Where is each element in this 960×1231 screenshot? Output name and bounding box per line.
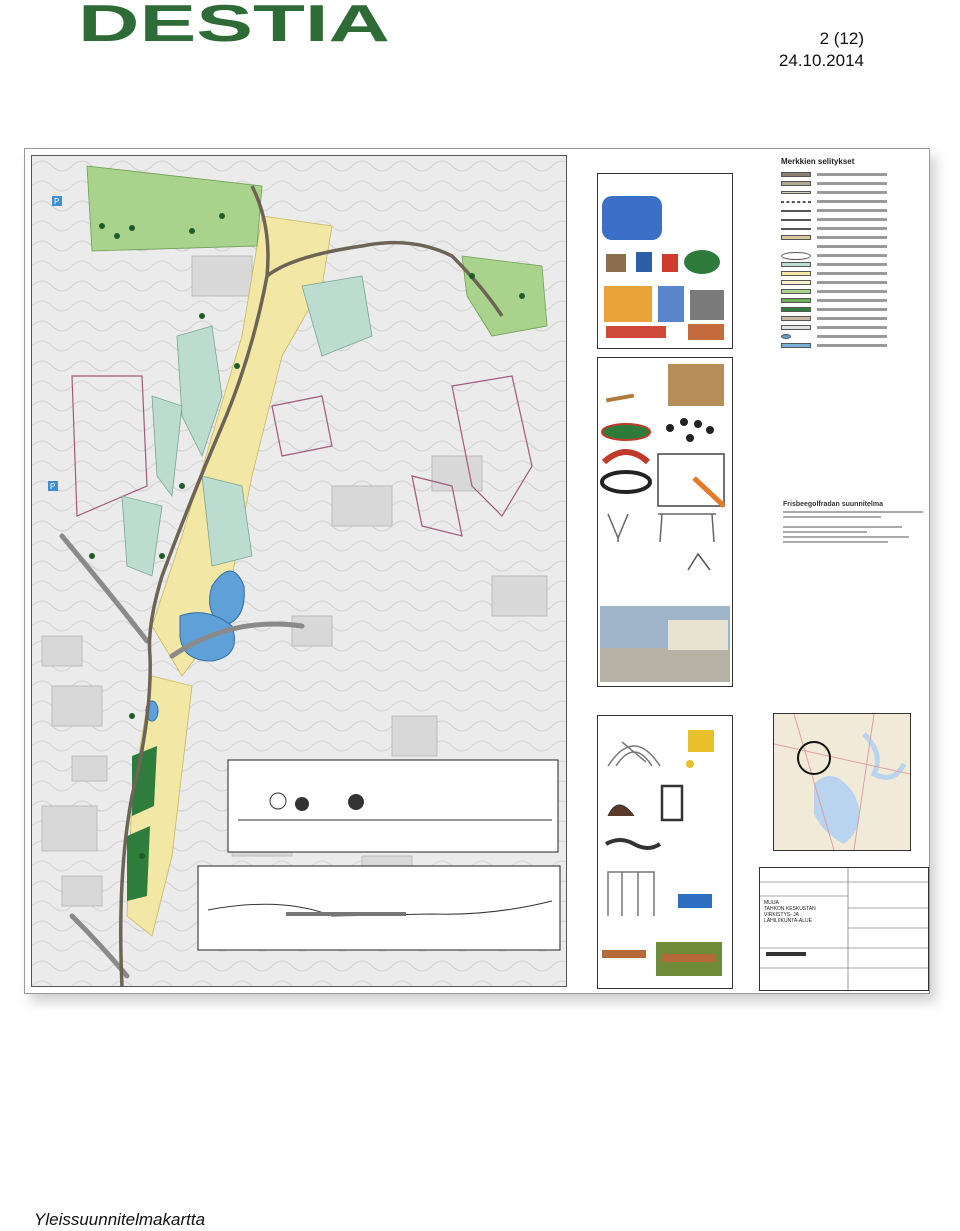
- map-legend: [777, 157, 923, 497]
- legend-row: [781, 269, 923, 278]
- equipment-panel-activity: [597, 357, 733, 687]
- legend-row: [781, 233, 923, 242]
- location-map-graphic: [774, 714, 910, 850]
- title-line-2: VIRKISTYS- JA: [764, 912, 800, 918]
- title-line-3: LÄHILIIKUNTA-ALUE: [764, 918, 812, 924]
- legend-row: [781, 197, 923, 206]
- legend-row: [781, 332, 923, 341]
- plan-heading: Frisbeegolfradan suunnitelma: [783, 501, 883, 508]
- location-map: [773, 713, 911, 851]
- document-date: 24.10.2014: [778, 51, 864, 70]
- legend-row: [781, 179, 923, 188]
- title-line-1: TAHKON KESKUSTAN: [764, 906, 816, 912]
- title-block-grid: [760, 868, 928, 990]
- legend-row: [781, 188, 923, 197]
- legend-row: [781, 251, 923, 260]
- logo-text: DESTIA: [78, 2, 390, 44]
- legend-row: [781, 278, 923, 287]
- legend-row: [781, 296, 923, 305]
- site-plan-map: [31, 155, 567, 987]
- equipment-panel-fitness: [597, 715, 733, 989]
- legend-row: [781, 305, 923, 314]
- legend-title: Merkkien selitykset: [781, 157, 855, 166]
- legend-row: [781, 287, 923, 296]
- legend-row: [781, 206, 923, 215]
- plan-title: [783, 501, 923, 546]
- activity-equipment-images: [598, 358, 732, 686]
- svg-text:P: P: [54, 197, 60, 206]
- legend-row: [781, 215, 923, 224]
- destia-logo: [76, 2, 392, 44]
- legend-row: [781, 242, 923, 251]
- legend-row: [781, 314, 923, 323]
- equipment-panel-children: [597, 173, 733, 349]
- page-info: [779, 28, 864, 72]
- legend-row: [781, 260, 923, 269]
- plan-sheet: [24, 148, 930, 994]
- legend-row: [781, 341, 923, 350]
- map-graphic: [32, 156, 567, 987]
- legend-row: [781, 170, 923, 179]
- legend-row: [781, 224, 923, 233]
- page-number: 2 (12): [819, 29, 864, 48]
- title-place: MUIJA: [764, 900, 779, 906]
- destia-logo-graphic: [76, 2, 392, 44]
- figure-caption: Yleissuunnitelmakartta: [34, 1210, 206, 1229]
- fitness-equipment-images: [598, 716, 732, 988]
- play-equipment-images: [598, 174, 732, 348]
- title-block: [759, 867, 929, 991]
- svg-text:P: P: [50, 482, 56, 491]
- legend-row: [781, 323, 923, 332]
